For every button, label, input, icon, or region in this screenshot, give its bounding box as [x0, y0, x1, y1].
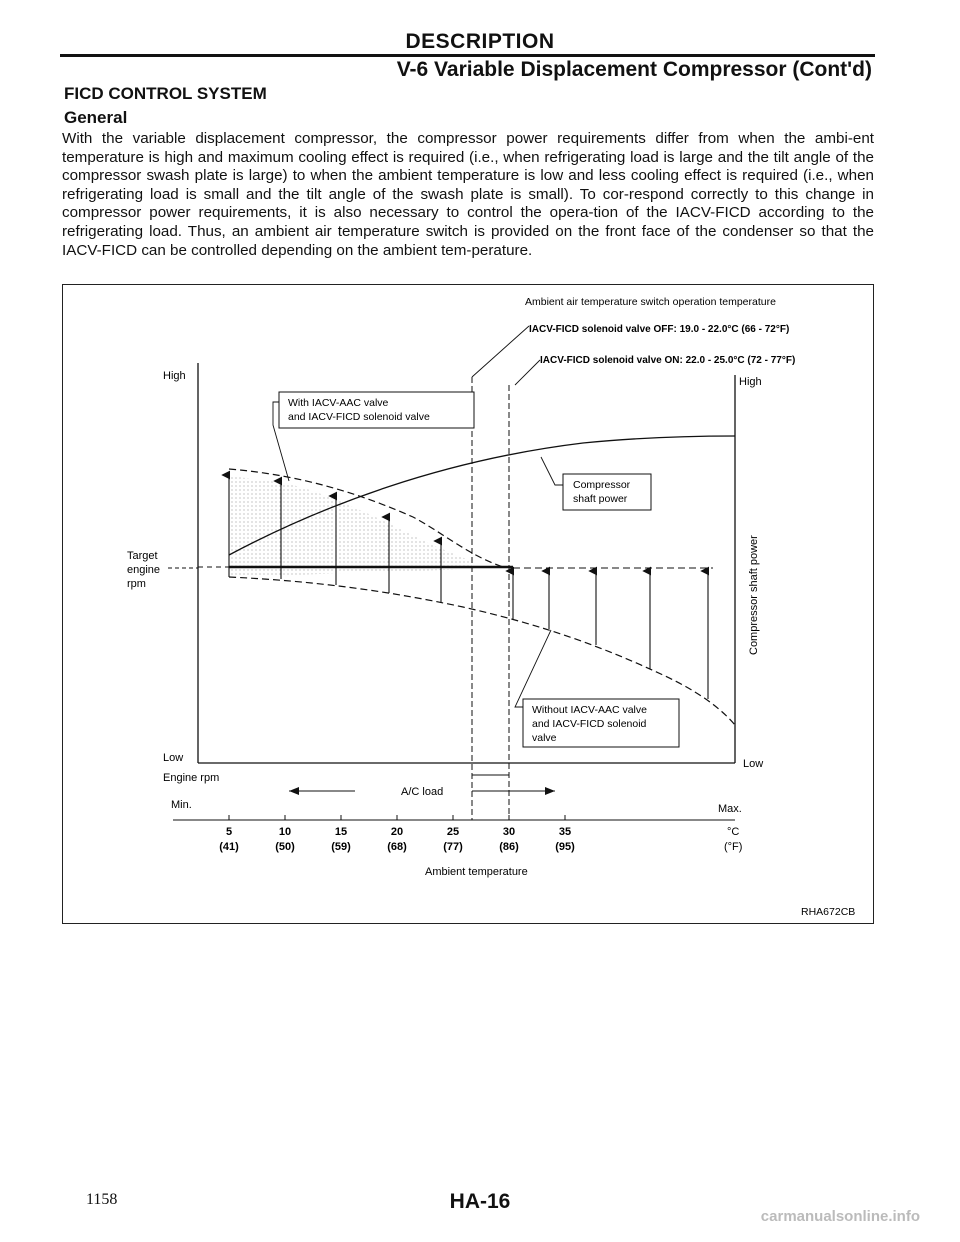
x-axis-ticks — [219, 815, 575, 853]
header-rule — [60, 54, 875, 57]
engine-rpm-label: Engine rpm — [163, 772, 220, 784]
unit-f-label: (°F) — [724, 841, 743, 853]
compressor-text-1: Compressor — [573, 479, 631, 491]
system-heading: FICD CONTROL SYSTEM — [64, 84, 267, 103]
right-high-label: High — [739, 376, 762, 388]
max-label: Max. — [718, 803, 742, 815]
page-number: 1158 — [86, 1191, 118, 1208]
x-tick-fahrenheit: (59) — [331, 841, 351, 853]
x-tick-celsius: 30 — [502, 826, 516, 838]
x-tick-celsius: 20 — [390, 826, 404, 838]
min-label: Min. — [171, 799, 192, 811]
switch-title: Ambient air temperature switch operation temperature — [525, 296, 776, 308]
valve-on-label: IACV-FICD solenoid valve ON: 22.0 - 25.0°C (72 - 77°F) — [540, 355, 796, 366]
right-axis-label: Compressor shaft power — [748, 535, 760, 655]
x-tick-fahrenheit: (95) — [555, 841, 575, 853]
reference-code: RHA672CB — [801, 906, 856, 918]
x-tick-fahrenheit: (86) — [499, 841, 519, 853]
ficd-diagram — [62, 284, 874, 924]
with-valve-region — [229, 477, 472, 577]
target-label-1: Target — [127, 550, 158, 562]
page-subtitle: V-6 Variable Displacement Compressor (Cont'd) — [396, 58, 872, 81]
x-tick-fahrenheit: (41) — [219, 841, 239, 853]
x-tick-celsius: 35 — [558, 826, 572, 838]
without-valve-text-3: valve — [532, 732, 557, 744]
valve-off-leader — [472, 326, 529, 377]
x-tick-celsius: 10 — [278, 826, 292, 838]
x-tick-fahrenheit: (68) — [387, 841, 407, 853]
left-high-label: High — [163, 370, 186, 382]
watermark: carmanualsonline.info — [760, 1208, 920, 1225]
x-tick-celsius: 15 — [334, 826, 348, 838]
ac-load-label: A/C load — [401, 786, 444, 798]
compressor-text-2: shaft power — [573, 493, 628, 505]
with-valve-text-2: and IACV-FICD solenoid valve — [288, 411, 430, 423]
valve-on-leader — [515, 360, 540, 385]
x-tick-celsius: 5 — [225, 826, 233, 838]
right-low-label: Low — [743, 758, 764, 770]
target-label-3: rpm — [127, 578, 146, 590]
ac-load-left-arrow — [289, 787, 299, 795]
valve-off-label: IACV-FICD solenoid valve OFF: 19.0 - 22.0°C (66 - 72°F) — [529, 324, 790, 335]
left-low-label: Low — [163, 752, 184, 764]
unit-c-label: °C — [727, 826, 740, 838]
ac-load-right-arrow — [545, 787, 555, 795]
without-valve-text-1: Without IACV-AAC valve — [532, 704, 647, 716]
with-valve-text-1: With IACV-AAC valve — [288, 397, 389, 409]
general-heading: General — [64, 108, 128, 127]
x-tick-celsius: 25 — [446, 826, 460, 838]
without-valve-text-2: and IACV-FICD solenoid — [532, 718, 647, 730]
page-code: HA-16 — [449, 1190, 511, 1213]
section-title: DESCRIPTION — [405, 30, 555, 53]
compressor-leader — [541, 457, 563, 485]
target-label-2: engine — [127, 564, 161, 576]
ficd-diagram-svg — [63, 285, 875, 925]
without-valve-leader — [515, 630, 551, 707]
description-paragraph: With the variable displacement compressor, the compressor power requirements differ from when the ambi-ent temperature is high and maximum cooling effect is required (i.e., when refrigerating load is large and the tilt angle of the compressor swash plate is large) to when the ambient temperature is low and less cooling effect is required (i.e., when refrigerating load is small and the tilt angle of the swash plate is small). To cor-respond correctly to this change in compressor power requirements, it is also necessary to control the opera-tion of the IACV-FICD according to the refrigerating load. Thus, an ambient air temperature switch is provided on the front face of the condenser so that the IACV-FICD can be controlled depending on the ambient tem-perature. — [62, 130, 874, 259]
x-tick-fahrenheit: (77) — [443, 841, 463, 853]
x-tick-fahrenheit: (50) — [275, 841, 295, 853]
x-axis-title: Ambient temperature — [425, 866, 528, 878]
